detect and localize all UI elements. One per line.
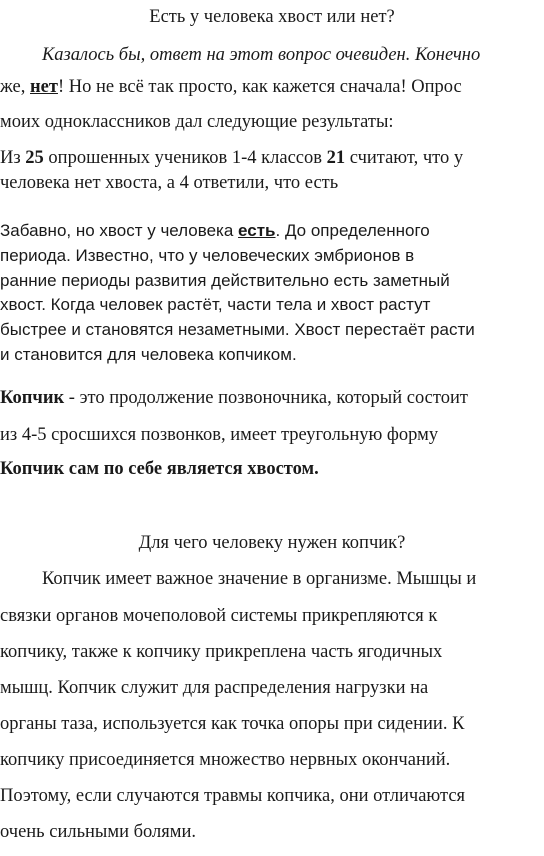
section-subtitle: Для чего человеку нужен копчик? xyxy=(138,533,406,553)
survey-line-2: человека нет хвоста, а 4 ответили, что есть xyxy=(0,173,339,193)
fun-line-4: хвост. Когда человек растёт, части тела и хвост растут xyxy=(0,295,431,314)
purpose-line-8: очень сильными болями. xyxy=(0,822,196,842)
coccyx-def-line-2: из 4-5 сросшихся позвонков, имеет треугольную форму xyxy=(0,425,439,445)
purpose-line-7: Поэтому, если случаются травмы копчика, они отличаются xyxy=(0,786,466,806)
survey-text: считают, что у xyxy=(345,148,464,168)
fun-line-3: ранние периоды развития действительно есть заметный xyxy=(0,271,450,290)
coccyx-tail-text: Копчик сам по себе является хвостом. xyxy=(0,459,319,479)
purpose-line-4: мышц. Копчик служит для распределения нагрузки на xyxy=(0,678,429,698)
survey-line-1 xyxy=(0,145,463,171)
fun-emphasis-yes: есть xyxy=(238,221,276,240)
intro-text: же, xyxy=(0,77,30,97)
coccyx-def-text: - это продолжение позвоночника, который состоит xyxy=(64,388,468,408)
fun-line-6: и становится для человека копчиком. xyxy=(0,345,297,364)
fun-text: Забавно, но хвост у человека xyxy=(0,221,239,240)
purpose-line-6: копчику присоединяется множество нервных окончаний. xyxy=(0,750,451,770)
coccyx-tail-statement xyxy=(0,456,319,482)
fun-line-5: быстрее и становятся незаметными. Хвост перестаёт расти xyxy=(0,320,475,339)
purpose-line-2: связки органов мочеполовой системы прикрепляются к xyxy=(0,606,438,626)
purpose-line-3: копчику, также к копчику прикреплена часть ягодичных xyxy=(0,642,443,662)
page-title: Есть у человека хвост или нет? xyxy=(149,7,395,27)
intro-emphasis-no: нет xyxy=(30,77,58,97)
intro-line-3: моих одноклассников дал следующие результаты: xyxy=(0,112,394,132)
fun-line-1 xyxy=(0,218,430,243)
fun-text: . До определенного xyxy=(275,221,430,240)
survey-total-count: 25 xyxy=(25,148,44,168)
purpose-line-1: Копчик имеет важное значение в организме. Мышцы и xyxy=(42,569,477,589)
intro-line-1: Казалось бы, ответ на этот вопрос очевиден. Конечно xyxy=(42,45,481,65)
intro-line-2 xyxy=(0,74,462,100)
coccyx-def-line-1 xyxy=(0,385,468,411)
survey-text: опрошенных учеников 1-4 классов xyxy=(43,148,327,168)
coccyx-term: Копчик xyxy=(0,388,65,408)
intro-text: ! Но не всё так просто, как кажется сначала! Опрос xyxy=(57,77,462,97)
fun-line-2: периода. Известно, что у человеческих эмбрионов в xyxy=(0,246,415,265)
purpose-line-5: органы таза, используется как точка опоры при сидении. К xyxy=(0,714,465,734)
survey-text: Из xyxy=(0,148,26,168)
survey-no-tail-count: 21 xyxy=(326,148,346,168)
